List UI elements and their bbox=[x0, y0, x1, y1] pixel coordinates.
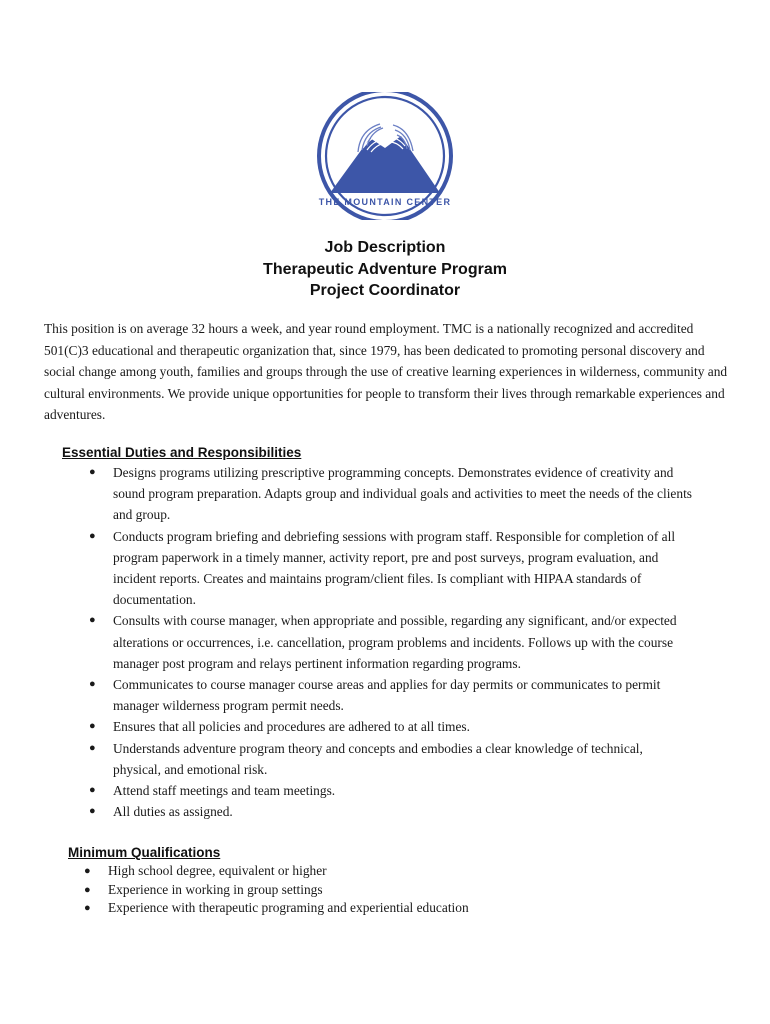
position-title: Project Coordinator bbox=[309, 282, 461, 299]
list-item: ● Consults with course manager, when appropriate and possible, regarding any significant, and/or expected alterations or occurrences, i.e. cancellation, program problems and incidents. Follows up with the course manager post program and relays pertinent information regarding programs. bbox=[113, 610, 693, 674]
list-item: ● Designs programs utilizing prescriptive programming concepts. Demonstrates evidence of creativity and sound program preparation. Adapts group and individual goals and activities to meet the needs of the clients and group. bbox=[113, 462, 693, 526]
bullet-icon: ● bbox=[89, 784, 96, 797]
qualifications-list bbox=[84, 862, 708, 918]
list-item: ● Conducts program briefing and debriefing sessions with program staff. Responsible for completion of all program paperwork in a timely manner, activity report, pre and post surveys, program evaluation, and incident reports. Creates and maintains program/client files. Is compliant with HIPAA standards of documentation. bbox=[113, 526, 693, 611]
bullet-icon: ● bbox=[84, 902, 91, 915]
bullet-icon: ● bbox=[89, 466, 96, 478]
list-item: ● All duties as assigned. bbox=[113, 801, 693, 822]
intro-paragraph: This position is on average 32 hours a week, and year round employment. TMC is a nationally recognized and accredited 501(C)3 educational and therapeutic organization that, since 1979, has been dedicated to promoting personal discovery and social change among youth, families and groups through the use of creative learning experiences in wilderness, community and cultural environments. We provide unique opportunities for people to transform their lives through remarkable experiences and adventures. bbox=[44, 321, 728, 422]
list-item: ● Ensures that all policies and procedures are adhered to at all times. bbox=[113, 716, 693, 737]
list-item: ● High school degree, equivalent or higher bbox=[108, 862, 708, 881]
list-item: ● Understands adventure program theory and concepts and embodies a clear knowledge of technical, physical, and emotional risk. bbox=[113, 738, 693, 780]
list-item: ● Attend staff meetings and team meetings. bbox=[113, 780, 693, 801]
bullet-icon: ● bbox=[89, 720, 96, 733]
bullet-icon: ● bbox=[84, 865, 91, 877]
program-name: Therapeutic Adventure Program bbox=[263, 260, 507, 278]
list-item: ● Experience in working in group settings bbox=[108, 881, 708, 900]
bullet-icon: ● bbox=[84, 883, 91, 896]
logo-text: THE MOUNTAIN CENTER bbox=[318, 197, 452, 207]
mountain-logo-graphic bbox=[313, 92, 457, 220]
bullet-icon: ● bbox=[89, 741, 96, 754]
bullet-icon: ● bbox=[89, 529, 96, 542]
list-item: ● Experience with therapeutic programing and experiential education bbox=[108, 899, 708, 918]
list-item: ● Communicates to course manager course areas and applies for day permits or communicates to permit manager wilderness program permit needs. bbox=[113, 674, 693, 716]
mountain-center-logo bbox=[313, 92, 457, 220]
document-header bbox=[0, 237, 770, 302]
qualifications-heading: Minimum Qualifications bbox=[68, 845, 221, 860]
duties-heading: Essential Duties and Responsibilities bbox=[62, 445, 302, 460]
duties-list bbox=[89, 462, 693, 822]
bullet-icon: ● bbox=[89, 614, 96, 627]
bullet-icon: ● bbox=[89, 678, 96, 691]
document-title: Job Description bbox=[324, 239, 446, 256]
bullet-icon: ● bbox=[89, 805, 96, 818]
